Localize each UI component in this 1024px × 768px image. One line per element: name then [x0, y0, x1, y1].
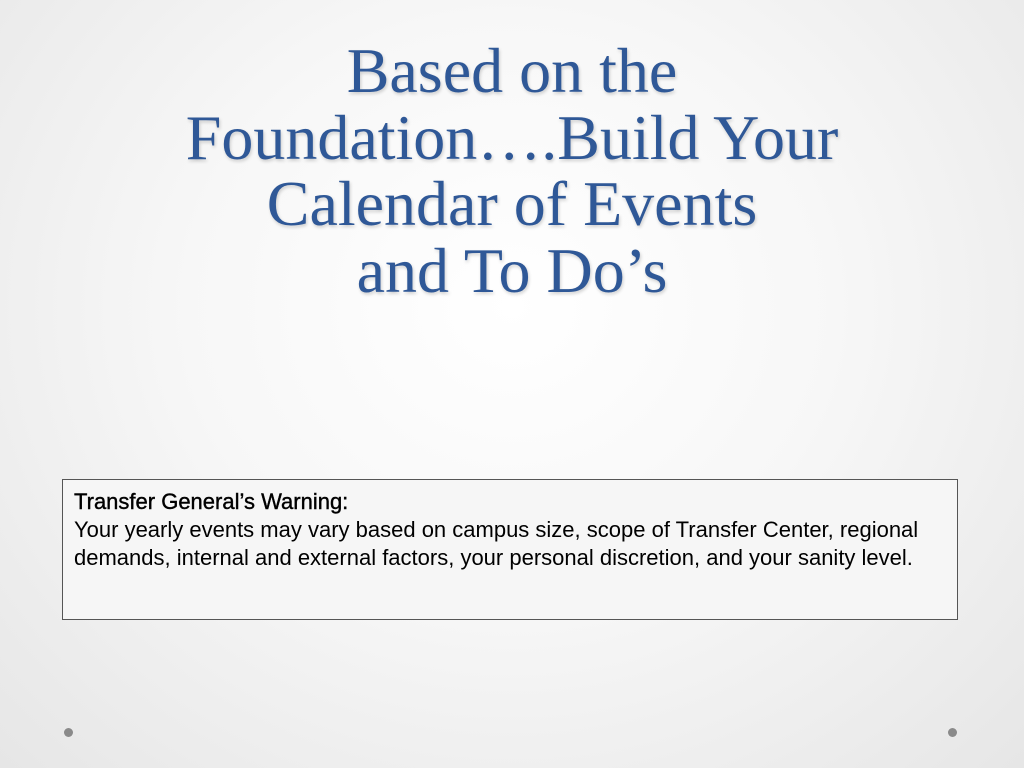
warning-heading: Transfer General’s Warning:: [74, 489, 349, 514]
warning-body: Your yearly events may vary based on campus size, scope of Transfer Center, regional demands, internal and external factors, your personal discretion, and your sanity level.: [74, 517, 919, 571]
decorative-dot-right: [948, 728, 957, 737]
title-line-1: Based on the: [346, 35, 678, 106]
slide-title: [40, 35, 984, 306]
warning-text-box: [62, 479, 958, 620]
title-line-4: and To Do’s: [356, 234, 668, 306]
title-line-2: Foundation….Build Your: [185, 101, 839, 173]
decorative-dot-left: [64, 728, 73, 737]
title-line-3: Calendar of Events: [266, 168, 758, 240]
